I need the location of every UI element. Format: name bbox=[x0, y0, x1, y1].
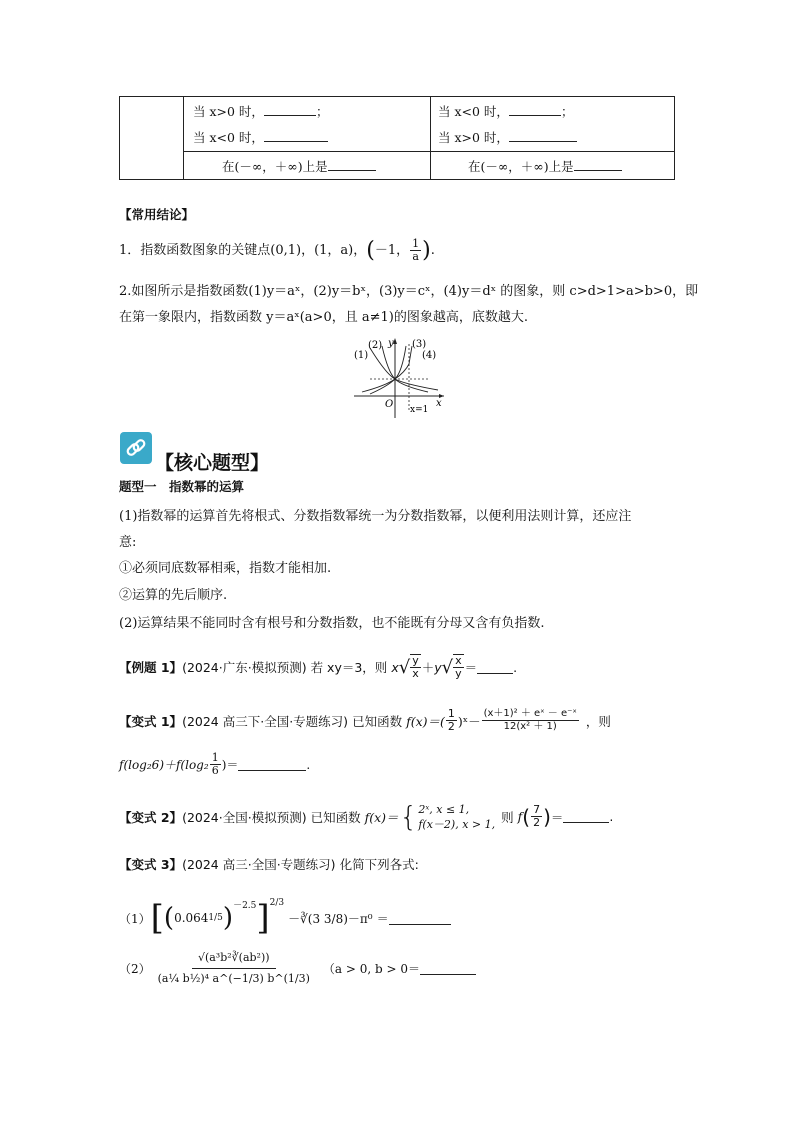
variant-text: 化简下列各式: bbox=[339, 857, 419, 872]
fraction-den: 2 bbox=[533, 816, 541, 829]
type1-point: ①必须同底数幂相乘，指数才能相加. bbox=[119, 561, 332, 576]
table-divider bbox=[183, 151, 674, 152]
exponent: 2/3 bbox=[269, 898, 285, 908]
origin-label: O bbox=[385, 399, 394, 410]
math-op: ＝ bbox=[464, 660, 478, 675]
fraction-num: 1 bbox=[211, 751, 219, 764]
x1-label: x=1 bbox=[410, 405, 429, 415]
fraction bbox=[446, 708, 457, 733]
variant-text: ，则 bbox=[585, 713, 611, 729]
fraction-den: (a¼ b½)⁴ a^(−1/3) b^(1/3) bbox=[157, 972, 310, 985]
example-label: 【例题 1】 bbox=[119, 660, 183, 675]
answer-blank[interactable] bbox=[389, 912, 451, 925]
type1-heading: 题型一 指数幂的运算 bbox=[119, 479, 245, 494]
math-op: ＋ bbox=[421, 660, 435, 675]
cell-text: ； bbox=[560, 104, 574, 119]
table-divider bbox=[430, 97, 431, 179]
fraction bbox=[410, 238, 421, 263]
fraction-num: 1 bbox=[447, 707, 455, 720]
example-source: (2024·广东·模拟预测) bbox=[182, 660, 307, 675]
variant-3-q1: （1） [ ( 0.064 1/5 ) －2.5 ] 2/3 －∛(3 3/8) －π⁰ ＝ bbox=[119, 898, 451, 938]
blank-line bbox=[509, 129, 577, 142]
variant-text: 已知函数 bbox=[352, 713, 403, 729]
curve-label-2: (2) bbox=[368, 340, 383, 351]
table-cell bbox=[222, 157, 376, 175]
type1-para: (1)指数幂的运算首先将根式、分数指数幂统一为分数指数幂，以便利用法则计算，还应注 bbox=[119, 509, 632, 524]
fraction-den: 12(x² ＋ 1) bbox=[503, 721, 557, 732]
math-expr: )ˣ－ bbox=[457, 713, 481, 729]
variant-1 bbox=[119, 708, 611, 733]
fraction-den: 2 bbox=[447, 720, 455, 733]
math-op: ＝ bbox=[376, 911, 389, 926]
fraction bbox=[210, 752, 221, 777]
math-expr: f(x)＝( bbox=[406, 713, 445, 729]
axis-label-y: y bbox=[388, 338, 394, 349]
section-title: 【核心题型】 bbox=[155, 452, 270, 474]
math-var: y bbox=[434, 659, 442, 675]
variant-3 bbox=[119, 855, 419, 873]
paren: ) bbox=[422, 238, 431, 263]
math-expr: －π⁰ bbox=[347, 911, 373, 926]
blank-line bbox=[574, 158, 622, 171]
conclusions-heading: 【常用结论】 bbox=[119, 207, 195, 222]
type1-para: 意: bbox=[119, 535, 137, 550]
blank-line bbox=[264, 129, 328, 142]
fraction-den: y bbox=[455, 667, 462, 680]
fraction bbox=[482, 708, 579, 733]
cell-text: 当 x<0 时， bbox=[438, 104, 509, 119]
conclusion-text: －1， bbox=[374, 243, 410, 258]
answer-blank[interactable] bbox=[420, 962, 476, 975]
fraction bbox=[152, 948, 316, 989]
math-expr: －∛(3 3/8) bbox=[288, 911, 348, 926]
example-1: 【例题 1】 (2024·广东·模拟预测) 若 xy＝3，则 x √ $\frac{y}{x}$ ＋ y √ $\frac{x}{y}$ ＝ . bbox=[119, 654, 518, 680]
curve-label-4: (4) bbox=[422, 350, 437, 361]
link-icon bbox=[120, 432, 152, 464]
conclusion-text: 1．指数函数图象的关键点(0,1)，(1，a)， bbox=[119, 243, 367, 258]
question-label: （2） bbox=[119, 962, 151, 976]
math-expr: )＝ bbox=[221, 758, 239, 772]
cell-text: ； bbox=[315, 104, 329, 119]
fraction-den: 6 bbox=[211, 764, 219, 777]
fraction bbox=[531, 804, 542, 829]
exponent: －2.5 bbox=[233, 901, 257, 911]
axis-label-x: x bbox=[436, 398, 442, 409]
table-cell bbox=[193, 102, 328, 120]
variant-3-q2 bbox=[119, 948, 476, 989]
answer-blank[interactable] bbox=[563, 810, 609, 823]
section-icon-box bbox=[120, 432, 152, 464]
variant-text: . bbox=[609, 809, 614, 824]
piecewise-case: 2ˣ, x ≤ 1, bbox=[418, 802, 470, 816]
conclusion-2-line2: 在第一象限内，指数函数 y＝aˣ(a>0，且 a≠1)的图象越高，底数越大. bbox=[119, 310, 528, 325]
fraction-num: 7 bbox=[533, 803, 541, 816]
math-condition: （a > 0, b > 0＝ bbox=[322, 962, 420, 976]
table-divider bbox=[183, 97, 184, 179]
variant-label: 【变式 1】 bbox=[119, 713, 183, 729]
type1-para: (2)运算结果不能同时含有根号和分数指数，也不能既有分母又含有负指数. bbox=[119, 616, 545, 631]
curve-label-1: (1) bbox=[354, 350, 369, 361]
variant-2: 【变式 2】 (2024·全国·模拟预测) 已知函数 f(x)＝ { 2ˣ, x ≤ 1, f(x－2), x > 1, 则 f ( $\frac{7}{2}$ ) ＝ . bbox=[119, 800, 614, 833]
curve-3 bbox=[370, 346, 406, 394]
example-text: . bbox=[513, 659, 518, 675]
table-cell bbox=[468, 157, 622, 175]
question-label: （1） bbox=[119, 911, 151, 926]
table-cell bbox=[438, 102, 573, 120]
blank-line bbox=[328, 158, 376, 171]
fraction bbox=[410, 654, 421, 680]
exponent: 1/5 bbox=[208, 913, 223, 923]
cell-text: 当 x>0 时， bbox=[438, 130, 509, 145]
answer-blank[interactable] bbox=[238, 758, 306, 771]
curve-label-3: (3) bbox=[412, 339, 427, 350]
fraction-den: a bbox=[412, 250, 419, 263]
cell-text: 当 x<0 时， bbox=[193, 130, 264, 145]
blank-line bbox=[264, 103, 316, 116]
paren: ( bbox=[366, 238, 375, 263]
type1-point: ②运算的先后顺序. bbox=[119, 588, 228, 603]
variant-source: (2024 高三下·全国·专题练习) bbox=[182, 713, 349, 729]
variant-label: 【变式 3】 bbox=[119, 857, 183, 872]
answer-blank[interactable] bbox=[477, 661, 513, 674]
math-expr: 0.064 bbox=[174, 911, 209, 925]
fraction-num: √(a³b²∛(ab²)) bbox=[192, 948, 276, 969]
cell-text: 在(－∞，＋∞)上是 bbox=[468, 159, 574, 174]
fraction bbox=[453, 654, 464, 680]
math-expr: f(log₂6)＋f(log₂ bbox=[119, 758, 209, 772]
variant-text: 则 bbox=[501, 809, 514, 825]
variant-1-line2 bbox=[119, 752, 310, 777]
table-cell bbox=[193, 128, 328, 146]
math-var: x bbox=[391, 659, 399, 675]
piecewise-case: f(x－2), x > 1, bbox=[418, 817, 496, 831]
variant-source: (2024·全国·模拟预测) bbox=[182, 809, 307, 825]
variant-source: (2024 高三·全国·专题练习) bbox=[182, 857, 336, 872]
cell-text: 当 x>0 时， bbox=[193, 104, 264, 119]
fraction-den: x bbox=[412, 667, 419, 680]
math-op: ＝ bbox=[550, 809, 564, 825]
fraction-num: x bbox=[455, 654, 462, 667]
blank-line bbox=[509, 103, 561, 116]
cell-text: 在(－∞，＋∞)上是 bbox=[222, 159, 328, 174]
piecewise-cases bbox=[418, 802, 495, 832]
variant-text: . bbox=[306, 757, 311, 772]
variant-text: 已知函数 bbox=[310, 809, 361, 825]
table-cell bbox=[438, 128, 577, 146]
fraction-num: 1 bbox=[412, 237, 420, 250]
exponential-graph bbox=[340, 334, 450, 420]
variant-label: 【变式 2】 bbox=[119, 809, 183, 825]
fraction-num: (x＋1)² ＋ eˣ － e⁻ˣ bbox=[483, 708, 577, 719]
conclusion-text: . bbox=[430, 243, 435, 258]
example-text: 若 xy＝3，则 bbox=[310, 660, 388, 675]
property-table bbox=[119, 96, 675, 180]
conclusion-2-line1: 2.如图所示是指数函数(1)y＝aˣ，(2)y＝bˣ，(3)y＝cˣ，(4)y＝dˣ 的图象，则 c>d>1>a>b>0，即 bbox=[119, 284, 699, 299]
fraction-num: y bbox=[412, 654, 419, 667]
math-expr: f bbox=[517, 809, 523, 824]
math-expr: f(x)＝ bbox=[364, 809, 399, 825]
conclusion-1 bbox=[119, 238, 435, 263]
